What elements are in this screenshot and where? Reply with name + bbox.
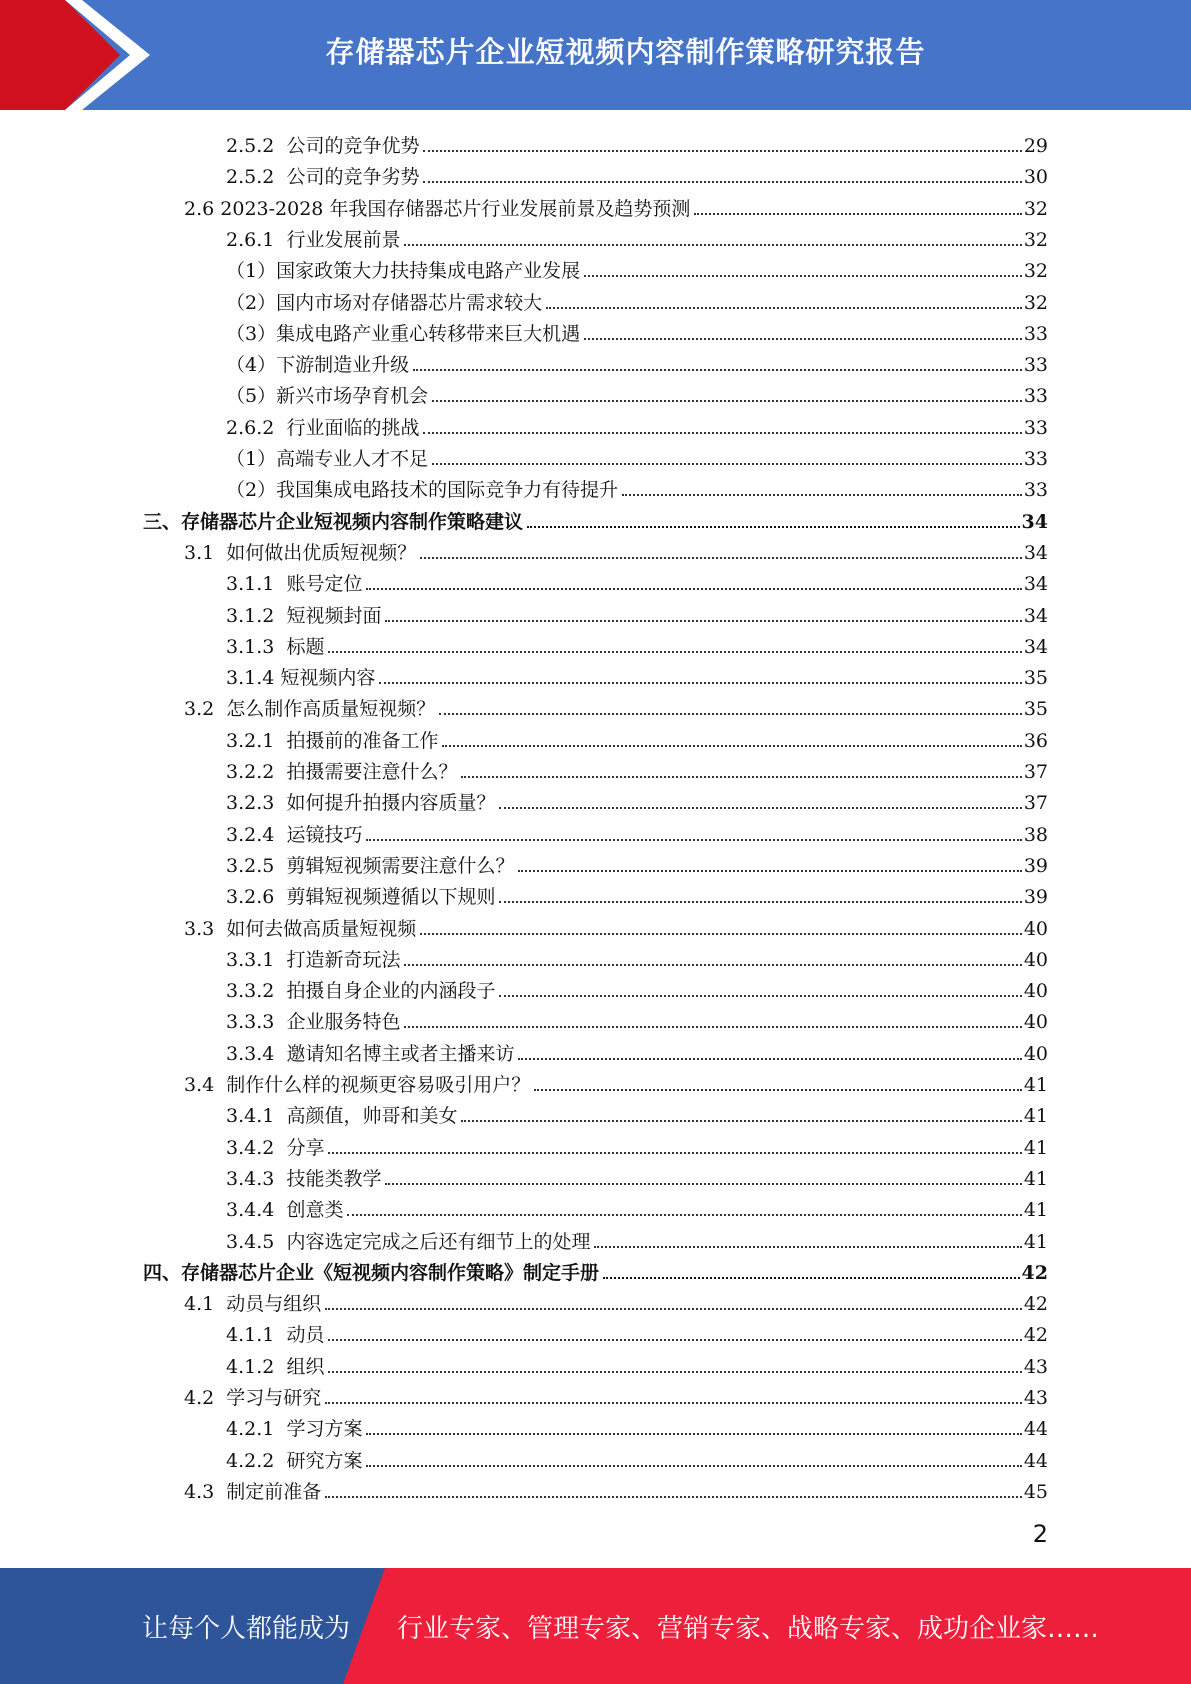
toc-entry-number: 3.2.4 bbox=[226, 823, 287, 846]
toc-entry[interactable] bbox=[226, 471, 1048, 502]
toc-dot-leader bbox=[423, 181, 1021, 183]
toc-entry[interactable] bbox=[226, 1442, 1048, 1473]
page-header bbox=[0, 0, 1191, 110]
toc-entry-label: 运镜技巧 bbox=[286, 823, 363, 846]
toc-entry-number: （4） bbox=[226, 354, 277, 377]
toc-entry-number: 2.5.2 bbox=[226, 166, 287, 189]
toc-dot-leader bbox=[385, 1183, 1021, 1185]
toc-entry[interactable] bbox=[226, 722, 1048, 753]
toc-entry-page: 30 bbox=[1023, 166, 1048, 189]
toc-dot-leader bbox=[347, 1214, 1021, 1216]
toc-entry-page: 29 bbox=[1023, 135, 1048, 157]
toc-entry-label: 2023-2028 年我国存储器芯片行业发展前景及趋势预测 bbox=[220, 197, 691, 220]
toc-dot-leader bbox=[432, 463, 1022, 465]
toc-entry-number: 3.4.5 bbox=[226, 1230, 287, 1253]
toc-entry-page: 41 bbox=[1023, 1105, 1048, 1128]
toc-dot-leader bbox=[404, 964, 1021, 966]
toc-entry-page: 37 bbox=[1023, 792, 1048, 815]
toc-dot-leader bbox=[325, 1402, 1022, 1404]
toc-entry[interactable] bbox=[226, 315, 1048, 346]
toc-dot-leader bbox=[584, 275, 1022, 277]
toc-entry[interactable] bbox=[226, 440, 1048, 471]
footer-slogan-right: 行业专家、管理专家、营销专家、战略专家、成功企业家…… bbox=[397, 1613, 1100, 1644]
toc-entry-page: 39 bbox=[1023, 854, 1048, 877]
toc-dot-leader bbox=[499, 807, 1021, 809]
toc-entry-page: 34 bbox=[1023, 573, 1048, 596]
toc-entry-label: 国家政策大力扶持集成电路产业发展 bbox=[276, 260, 581, 283]
toc-entry-page: 41 bbox=[1023, 1199, 1048, 1222]
toc-entry-number: 3.1.1 bbox=[226, 573, 287, 596]
toc-entry-number: 2.6 bbox=[184, 197, 221, 220]
toc-entry-number: （3） bbox=[226, 322, 277, 345]
toc-entry-number: 3.3.4 bbox=[226, 1042, 287, 1065]
toc-dot-leader bbox=[584, 338, 1022, 340]
toc-dot-leader bbox=[366, 839, 1021, 841]
toc-entry-number: 2.6.1 bbox=[226, 228, 287, 251]
toc-entry-page: 42 bbox=[1023, 1324, 1048, 1347]
toc-entry-page: 42 bbox=[1023, 1293, 1048, 1316]
toc-entry[interactable] bbox=[226, 1097, 1048, 1128]
toc-entry-number: （2） bbox=[226, 291, 277, 314]
toc-entry-label: 标题 bbox=[286, 635, 325, 658]
toc-entry-number: （1） bbox=[226, 260, 277, 283]
toc-entry-number: 3.2.5 bbox=[226, 854, 287, 877]
toc-dot-leader bbox=[328, 1371, 1021, 1373]
toc-entry-number: 3.2.3 bbox=[226, 792, 287, 815]
toc-entry[interactable] bbox=[226, 597, 1048, 628]
toc-entry[interactable] bbox=[226, 784, 1048, 815]
toc-entry-number: 3.2.6 bbox=[226, 886, 287, 909]
toc-entry-page: 33 bbox=[1023, 322, 1048, 345]
toc-entry-label: 研究方案 bbox=[286, 1449, 363, 1472]
toc-entry[interactable] bbox=[226, 941, 1048, 972]
toc-dot-leader bbox=[432, 400, 1022, 402]
toc-dot-leader bbox=[439, 713, 1022, 715]
toc-entry-label: 拍摄需要注意什么？ bbox=[286, 761, 458, 783]
toc-dot-leader bbox=[325, 1496, 1022, 1498]
toc-entry-number: 3.3 bbox=[184, 917, 227, 940]
toc-entry-label: 行业面临的挑战 bbox=[286, 416, 420, 439]
toc-entry-page: 42 bbox=[1021, 1261, 1048, 1284]
toc-entry-label: 技能类教学 bbox=[286, 1167, 382, 1190]
toc-entry-page: 32 bbox=[1023, 197, 1048, 220]
toc-entry-page: 38 bbox=[1023, 823, 1048, 846]
toc-entry[interactable] bbox=[184, 910, 1048, 941]
toc-entry-label: 创意类 bbox=[286, 1199, 344, 1222]
toc-entry-number: 3.1.4 bbox=[226, 667, 281, 690]
toc-dot-leader bbox=[546, 307, 1022, 309]
toc-entry-label: 分享 bbox=[286, 1136, 325, 1159]
toc-entry-label: 下游制造业升级 bbox=[276, 354, 410, 377]
toc-entry-number: 3.4.2 bbox=[226, 1136, 287, 1159]
toc-entry-page: 40 bbox=[1023, 1011, 1048, 1034]
toc-dot-leader bbox=[366, 1465, 1021, 1467]
toc-entry-number: 3.1 bbox=[184, 541, 227, 564]
toc-entry-page: 34 bbox=[1021, 510, 1048, 533]
toc-entry-number: 3.1.3 bbox=[226, 635, 287, 658]
toc-entry-number: 3.4.1 bbox=[226, 1105, 287, 1128]
toc-dot-leader bbox=[499, 995, 1021, 997]
toc-entry-page: 33 bbox=[1023, 354, 1048, 377]
toc-entry-page: 32 bbox=[1023, 228, 1048, 251]
toc-entry-number: 3.1.2 bbox=[226, 604, 287, 627]
toc-dot-leader bbox=[518, 1058, 1021, 1060]
toc-entry-label: 高端专业人才不足 bbox=[276, 448, 429, 470]
toc-entry-page: 35 bbox=[1023, 667, 1048, 690]
toc-entry-label: 拍摄前的准备工作 bbox=[286, 729, 439, 752]
toc-entry[interactable] bbox=[226, 252, 1048, 283]
toc-entry-label: 短视频内容 bbox=[280, 667, 376, 690]
header-title: 存储器芯片企业短视频内容制作策略研究报告 bbox=[325, 34, 926, 69]
toc-dot-leader bbox=[461, 1120, 1021, 1122]
toc-entry-number: 2.6.2 bbox=[226, 416, 287, 439]
page-number: 2 bbox=[1032, 1520, 1048, 1548]
toc-entry-label: 拍摄自身企业的内涵段子 bbox=[286, 980, 496, 1003]
toc-entry[interactable] bbox=[184, 1379, 1048, 1410]
toc-entry[interactable] bbox=[184, 690, 1048, 721]
toc-entry-number: （2） bbox=[226, 479, 277, 502]
toc-dot-leader bbox=[594, 1246, 1021, 1248]
toc-entry[interactable] bbox=[226, 659, 1048, 690]
toc-entry-number: 3.3.1 bbox=[226, 948, 287, 971]
toc-dot-leader bbox=[423, 432, 1021, 434]
toc-entry-label: 学习与研究 bbox=[226, 1387, 322, 1409]
toc-entry[interactable] bbox=[226, 1223, 1048, 1254]
toc-dot-leader bbox=[385, 620, 1021, 622]
footer-slogan-left: 让每个人都能成为 bbox=[142, 1613, 351, 1644]
toc-entry-label: 短视频封面 bbox=[286, 604, 382, 627]
toc-entry-number: 4.1.2 bbox=[226, 1355, 287, 1378]
toc-entry-number: 3.3.3 bbox=[226, 1011, 287, 1034]
toc-entry[interactable] bbox=[226, 628, 1048, 659]
toc-entry-number: 3.4 bbox=[184, 1074, 227, 1096]
toc-entry-page: 40 bbox=[1023, 917, 1048, 940]
toc-entry-number: 3.2 bbox=[184, 698, 227, 721]
toc-dot-leader bbox=[461, 776, 1021, 778]
toc-entry-number: 3.4.4 bbox=[226, 1199, 287, 1222]
toc-entry[interactable] bbox=[143, 1254, 1048, 1285]
toc-entry-label: 打造新奇玩法 bbox=[286, 948, 401, 971]
toc-entry[interactable] bbox=[226, 816, 1048, 847]
toc-dot-leader bbox=[328, 651, 1021, 653]
toc-entry-label: 怎么制作高质量短视频？ bbox=[226, 698, 436, 721]
toc-dot-leader bbox=[413, 369, 1022, 371]
toc-entry-page: 32 bbox=[1023, 260, 1048, 283]
toc-entry-page: 36 bbox=[1023, 729, 1048, 752]
toc-entry-page: 37 bbox=[1023, 761, 1048, 783]
toc-entry[interactable] bbox=[226, 847, 1048, 878]
toc-entry-number: （5） bbox=[226, 385, 277, 408]
toc-entry[interactable] bbox=[226, 972, 1048, 1003]
toc-dot-leader bbox=[420, 933, 1022, 935]
toc-dot-leader bbox=[328, 1152, 1021, 1154]
toc-entry[interactable] bbox=[226, 1316, 1048, 1347]
toc-entry-number: 3.2.2 bbox=[226, 761, 287, 783]
toc-entry-number: （1） bbox=[226, 448, 277, 470]
toc-dot-leader bbox=[328, 1339, 1021, 1341]
toc-entry-page: 40 bbox=[1023, 948, 1048, 971]
toc-entry-page: 41 bbox=[1023, 1136, 1048, 1159]
toc-dot-leader bbox=[404, 244, 1021, 246]
toc-dot-leader bbox=[423, 150, 1021, 152]
toc-entry-label: 国内市场对存储器芯片需求较大 bbox=[276, 291, 543, 314]
toc-entry-label: 账号定位 bbox=[286, 573, 363, 596]
toc-entry[interactable] bbox=[226, 878, 1048, 909]
toc-entry-number: 4.1.1 bbox=[226, 1324, 287, 1347]
toc-entry[interactable] bbox=[226, 753, 1048, 784]
toc-entry-number: 2.5.2 bbox=[226, 135, 287, 157]
toc-entry-label: 我国集成电路技术的国际竞争力有待提升 bbox=[276, 479, 619, 502]
toc-entry-label: 制作什么样的视频更容易吸引用户？ bbox=[226, 1074, 531, 1096]
toc-entry[interactable] bbox=[226, 1003, 1048, 1034]
toc-entry-label: 动员 bbox=[286, 1324, 325, 1347]
toc-entry-label: 如何做出优质短视频？ bbox=[226, 541, 417, 564]
toc-entry-page: 40 bbox=[1023, 1042, 1048, 1065]
toc-entry-label: 邀请知名博主或者主播来访 bbox=[286, 1042, 515, 1065]
toc-entry-label: 动员与组织 bbox=[226, 1293, 322, 1316]
toc-entry[interactable] bbox=[184, 534, 1048, 565]
toc-entry[interactable] bbox=[226, 284, 1048, 315]
toc-entry-number: 3.4.3 bbox=[226, 1167, 287, 1190]
toc-entry[interactable] bbox=[226, 409, 1048, 440]
toc-dot-leader bbox=[694, 213, 1021, 215]
toc-entry[interactable] bbox=[226, 1160, 1048, 1191]
toc-entry-page: 39 bbox=[1023, 886, 1048, 909]
toc-dot-leader bbox=[442, 745, 1021, 747]
toc-entry[interactable] bbox=[226, 1035, 1048, 1066]
toc-entry-page: 32 bbox=[1023, 291, 1048, 314]
toc-entry-label: 剪辑短视频需要注意什么？ bbox=[286, 854, 515, 877]
toc-entry-page: 33 bbox=[1023, 479, 1048, 502]
toc-dot-leader bbox=[366, 588, 1021, 590]
header-red-chevron-icon bbox=[0, 0, 150, 110]
toc-dot-leader bbox=[534, 1089, 1022, 1091]
toc-entry-number: 4.1 bbox=[184, 1293, 227, 1316]
toc-entry-page: 33 bbox=[1023, 448, 1048, 470]
toc-entry-page: 44 bbox=[1023, 1449, 1048, 1472]
toc-dot-leader bbox=[603, 1277, 1020, 1279]
toc-entry[interactable] bbox=[226, 565, 1048, 596]
toc-entry[interactable] bbox=[143, 503, 1048, 534]
toc-entry[interactable] bbox=[226, 1191, 1048, 1222]
toc-entry-number: 4.2.2 bbox=[226, 1449, 287, 1472]
toc-entry-label: 如何提升拍摄内容质量？ bbox=[286, 792, 496, 815]
toc-entry-label: 公司的竞争劣势 bbox=[286, 166, 420, 189]
toc-dot-leader bbox=[379, 682, 1021, 684]
toc-entry-label: 组织 bbox=[286, 1355, 325, 1378]
toc-entry-page: 40 bbox=[1023, 980, 1048, 1003]
toc-entry-page: 34 bbox=[1023, 635, 1048, 658]
toc-dot-leader bbox=[527, 526, 1020, 528]
toc-entry-label: 企业服务特色 bbox=[286, 1011, 401, 1034]
toc-entry-page: 41 bbox=[1023, 1074, 1048, 1096]
toc-entry-page: 41 bbox=[1023, 1167, 1048, 1190]
toc-dot-leader bbox=[404, 1026, 1021, 1028]
toc-entry-label: 三、存储器芯片企业短视频内容制作策略建议 bbox=[143, 510, 524, 533]
toc-entry-page: 35 bbox=[1023, 698, 1048, 721]
toc-dot-leader bbox=[499, 901, 1021, 903]
toc-dot-leader bbox=[366, 1433, 1021, 1435]
toc-entry-page: 45 bbox=[1023, 1480, 1048, 1503]
toc-dot-leader bbox=[622, 494, 1022, 496]
toc-entry-number: 4.2 bbox=[184, 1387, 227, 1409]
toc-entry-label: 如何去做高质量短视频 bbox=[226, 917, 417, 940]
toc-entry-label: 公司的竞争优势 bbox=[286, 135, 420, 157]
toc-entry-number: 3.2.1 bbox=[226, 729, 287, 752]
toc-entry[interactable] bbox=[226, 346, 1048, 377]
toc-entry[interactable] bbox=[184, 1066, 1048, 1097]
toc-entry-number: 3.3.2 bbox=[226, 980, 287, 1003]
toc-entry-label: 行业发展前景 bbox=[286, 228, 401, 251]
toc-entry-page: 34 bbox=[1023, 604, 1048, 627]
toc-entry[interactable] bbox=[226, 127, 1048, 158]
toc-entry[interactable] bbox=[226, 1348, 1048, 1379]
toc-entry-label: 高颜值，帅哥和美女 bbox=[286, 1105, 458, 1128]
toc-entry-page: 34 bbox=[1023, 541, 1048, 564]
toc-entry-label: 新兴市场孕育机会 bbox=[276, 385, 429, 408]
toc-entry[interactable] bbox=[226, 1129, 1048, 1160]
toc-entry-page: 43 bbox=[1023, 1387, 1048, 1409]
toc-dot-leader bbox=[518, 870, 1021, 872]
toc-dot-leader bbox=[420, 557, 1022, 559]
toc-entry-label: 制定前准备 bbox=[226, 1480, 322, 1503]
toc-entry[interactable] bbox=[184, 1285, 1048, 1316]
toc-entry-page: 41 bbox=[1023, 1230, 1048, 1253]
toc-entry[interactable] bbox=[226, 221, 1048, 252]
toc-entry[interactable] bbox=[226, 1410, 1048, 1441]
toc-entry-page: 33 bbox=[1023, 416, 1048, 439]
toc-entry-label: 剪辑短视频遵循以下规则 bbox=[286, 886, 496, 909]
toc-entry-number: 4.2.1 bbox=[226, 1418, 287, 1441]
toc-entry[interactable] bbox=[226, 158, 1048, 189]
page-footer bbox=[0, 1568, 1191, 1684]
toc-entry-page: 43 bbox=[1023, 1355, 1048, 1378]
toc-dot-leader bbox=[325, 1308, 1022, 1310]
toc-entry-page: 44 bbox=[1023, 1418, 1048, 1441]
toc-entry[interactable] bbox=[184, 190, 1048, 221]
toc-entry[interactable] bbox=[184, 1473, 1048, 1504]
toc-entry-page: 33 bbox=[1023, 385, 1048, 408]
toc-entry-label: 四、存储器芯片企业《短视频内容制作策略》制定手册 bbox=[143, 1261, 600, 1284]
toc-entry-label: 内容选定完成之后还有细节上的处理 bbox=[286, 1230, 591, 1253]
toc-entry-label: 集成电路产业重心转移带来巨大机遇 bbox=[276, 322, 581, 345]
toc-entry-number: 4.3 bbox=[184, 1480, 227, 1503]
toc-entry[interactable] bbox=[226, 377, 1048, 408]
toc-entry-label: 学习方案 bbox=[286, 1418, 363, 1441]
